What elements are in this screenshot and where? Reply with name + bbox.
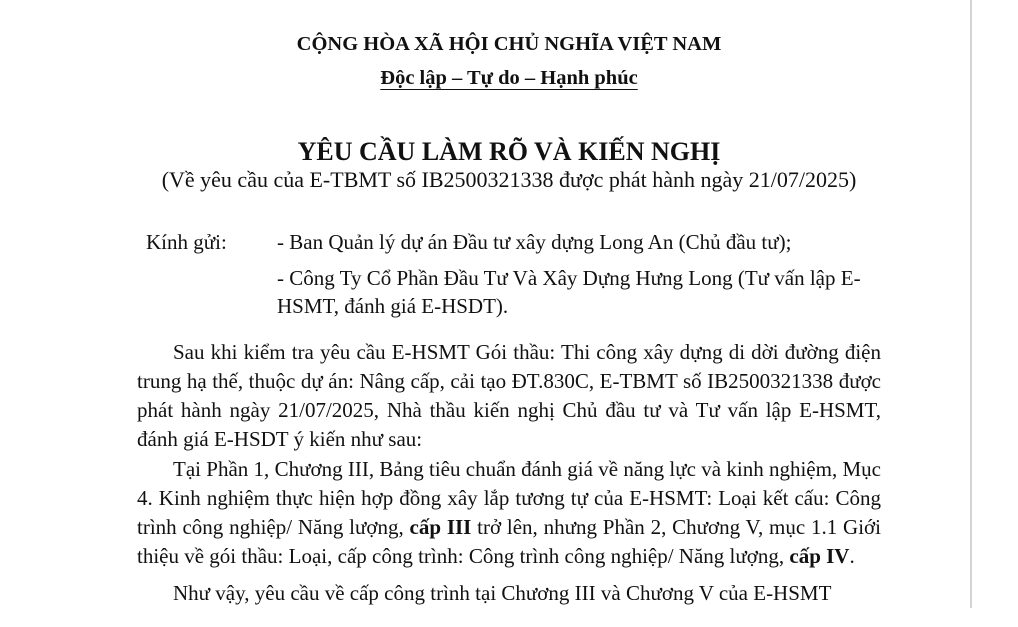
motto-text: Độc lập – Tự do – Hạnh phúc <box>380 67 638 89</box>
recipient-item: - Công Ty Cổ Phần Đầu Tư Và Xây Dựng Hưng Long (Tư vấn lập E-HSMT, đánh giá E-HSDT). <box>277 266 861 318</box>
body-paragraph: Sau khi kiểm tra yêu cầu E-HSMT Gói thầu: Thi công xây dựng di dời đường điện trung hạ thế, thuộc dự án: Nâng cấp, cải tạo ĐT.830C, E-TBMT số IB2500321338 được phát hành ngày 21/07/2025, Nhà thầu kiến nghị Chủ đầu tư và Tư vấn lập E-HSMT, đánh giá E-HSDT ý kiến như sau: <box>137 340 881 451</box>
page-edge-divider <box>970 0 972 608</box>
body-paragraph-partial <box>173 581 873 608</box>
paragraph-text: Tại Phần 1, Chương III, Bảng tiêu chuẩn đánh giá về năng lực và kinh nghiệm, Mục 4. Kinh nghiệm thực hiện hợp đồng xây lắp tương tự của E-HSMT: Loại kết cấu: Công trình công nghiệp/ Năng lượng, <box>137 457 881 539</box>
body-paragraph <box>137 455 881 571</box>
motto <box>0 64 1018 92</box>
bold-emphasis: cấp IV <box>789 544 850 568</box>
paragraph-text: . <box>849 544 855 568</box>
document-subtitle: (Về yêu cầu của E-TBMT số IB2500321338 được phát hành ngày 21/07/2025) <box>161 167 857 192</box>
recipient-item: - Ban Quản lý dự án Đầu tư xây dựng Long An (Chủ đầu tư); <box>277 230 792 254</box>
recipient-label: Kính gửi: <box>146 230 227 254</box>
paragraph-text-partial: Như vậy, yêu cầu về cấp công trình tại Chương III và Chương V của E-HSMT <box>173 581 832 605</box>
paragraph-text: trở lên, nhưng Phần 2, Chương V, mục 1.1 Giới thiệu về gói thầu: Loại, cấp công trình: Công trình công nghiệp/ Năng lượng, <box>137 515 881 568</box>
bold-emphasis: cấp III <box>409 515 472 539</box>
national-title: CỘNG HÒA XÃ HỘI CHỦ NGHĨA VIỆT NAM <box>296 33 722 55</box>
document-title: YÊU CẦU LÀM RÕ VÀ KIẾN NGHỊ <box>297 137 721 166</box>
